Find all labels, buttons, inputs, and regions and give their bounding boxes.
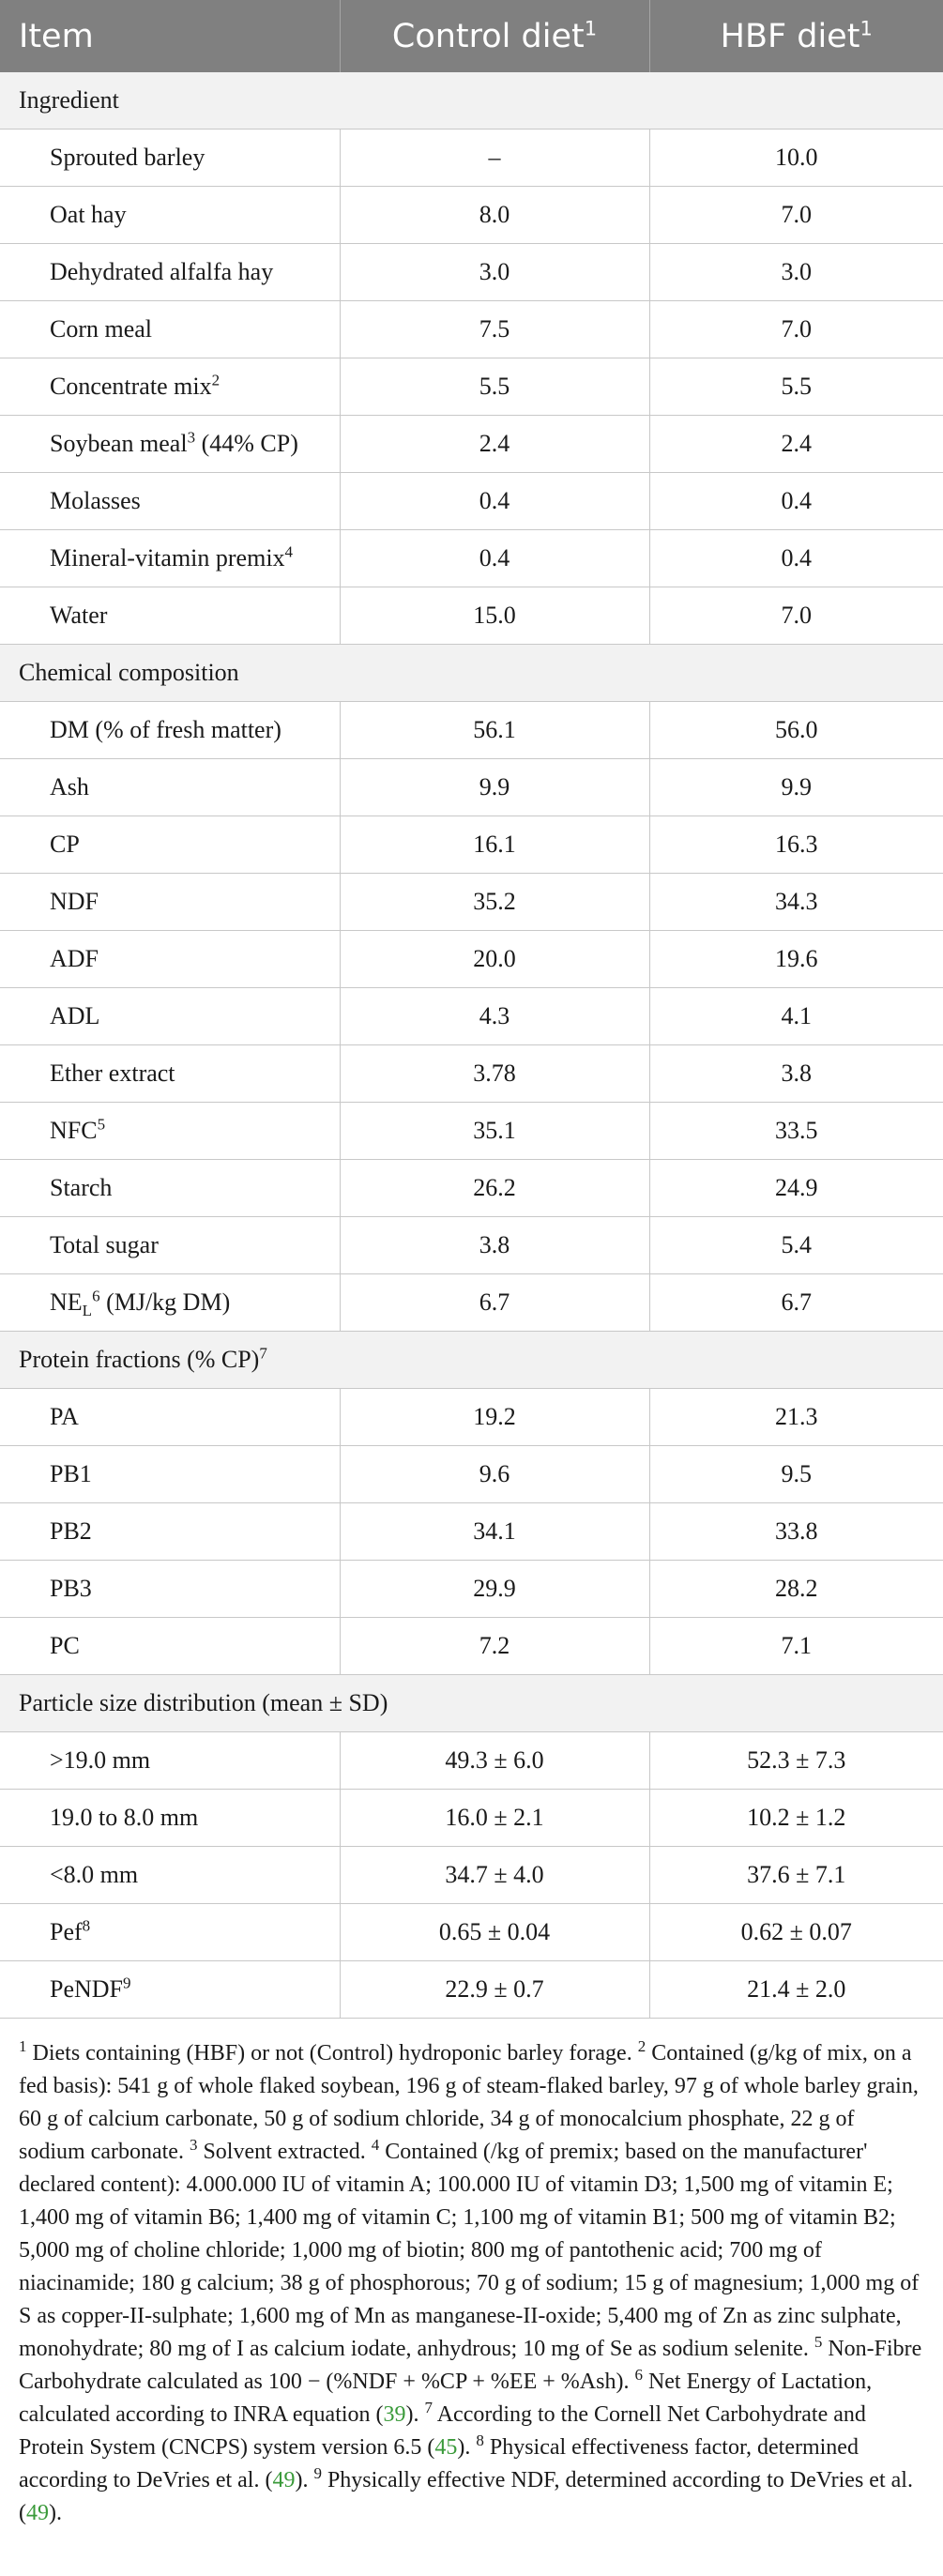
hbf-diet-value: 21.3	[649, 1389, 943, 1446]
table-row	[0, 1561, 943, 1618]
control-diet-value: 0.65 ± 0.04	[340, 1904, 649, 1961]
row-footnote-marker: 8	[82, 1916, 91, 1935]
hbf-diet-value: 28.2	[649, 1561, 943, 1618]
section-footnote-marker: 7	[259, 1344, 267, 1363]
hbf-diet-value: 5.4	[649, 1217, 943, 1274]
control-diet-value: 9.9	[340, 759, 649, 816]
table-row	[0, 988, 943, 1045]
control-diet-value: 2.4	[340, 416, 649, 473]
control-diet-value: 35.1	[340, 1103, 649, 1160]
control-diet-value: 16.1	[340, 816, 649, 874]
row-label-text: Soybean meal	[50, 430, 188, 457]
table-row	[0, 1847, 943, 1904]
control-diet-value: 19.2	[340, 1389, 649, 1446]
row-label	[0, 1618, 340, 1675]
footnote-reference: 49	[272, 2468, 296, 2492]
control-diet-value: 5.5	[340, 358, 649, 416]
footnote-number: 9	[313, 2464, 322, 2482]
row-label	[0, 988, 340, 1045]
row-label	[0, 587, 340, 645]
row-label	[0, 416, 340, 473]
section-header-row	[0, 1332, 943, 1389]
row-label	[0, 1790, 340, 1847]
row-label	[0, 1389, 340, 1446]
row-label	[0, 1274, 340, 1332]
control-diet-value: 35.2	[340, 874, 649, 931]
row-label-text: Pef	[50, 1918, 83, 1945]
row-footnote-marker: 2	[211, 371, 221, 389]
table-row	[0, 244, 943, 301]
section-title	[0, 72, 943, 130]
control-diet-value: 15.0	[340, 587, 649, 645]
hbf-diet-value: 37.6 ± 7.1	[649, 1847, 943, 1904]
hbf-diet-value: 3.0	[649, 244, 943, 301]
footnote	[19, 2037, 638, 2065]
hbf-diet-value: 21.4 ± 2.0	[649, 1961, 943, 2019]
footnote-text-end: ).	[405, 2402, 425, 2427]
row-label	[0, 1446, 340, 1503]
row-label-text: ADF	[50, 945, 99, 972]
hbf-diet-value: 7.0	[649, 587, 943, 645]
control-diet-value: –	[340, 130, 649, 187]
row-label-text: Oat hay	[50, 201, 127, 228]
row-label	[0, 473, 340, 530]
footnote-number: 4	[371, 2136, 380, 2154]
control-diet-value: 3.78	[340, 1045, 649, 1103]
control-diet-value: 3.0	[340, 244, 649, 301]
row-label-text: Mineral-vitamin premix	[50, 544, 285, 572]
table-row	[0, 473, 943, 530]
table-row	[0, 1503, 943, 1561]
section-title-text: Ingredient	[19, 86, 119, 114]
hbf-diet-value: 0.62 ± 0.07	[649, 1904, 943, 1961]
footnote-number: 6	[634, 2366, 643, 2384]
hbf-diet-value: 33.5	[649, 1103, 943, 1160]
control-diet-value: 6.7	[340, 1274, 649, 1332]
footnote-number: 5	[814, 2333, 823, 2351]
hbf-diet-value: 0.4	[649, 530, 943, 587]
control-diet-value: 34.7 ± 4.0	[340, 1847, 649, 1904]
footnote	[189, 2136, 372, 2164]
table-row	[0, 1217, 943, 1274]
row-label-text: CP	[50, 831, 80, 858]
section-title	[0, 1675, 943, 1732]
row-footnote-marker: 3	[187, 428, 196, 447]
header-control-footnote-marker: 1	[584, 16, 598, 39]
section-header-row	[0, 1675, 943, 1732]
control-diet-value: 9.6	[340, 1446, 649, 1503]
control-diet-value: 3.8	[340, 1217, 649, 1274]
hbf-diet-value: 0.4	[649, 473, 943, 530]
row-label	[0, 130, 340, 187]
table-row	[0, 874, 943, 931]
control-diet-value: 0.4	[340, 530, 649, 587]
control-diet-value: 7.5	[340, 301, 649, 358]
header-control-label: Control diet	[391, 17, 585, 55]
table-header	[0, 0, 943, 72]
section-header-row	[0, 72, 943, 130]
control-diet-value: 20.0	[340, 931, 649, 988]
table-row	[0, 1389, 943, 1446]
row-label	[0, 358, 340, 416]
table-row	[0, 416, 943, 473]
row-label-text: Ether extract	[50, 1059, 175, 1087]
table-row	[0, 187, 943, 244]
row-label	[0, 931, 340, 988]
row-label-text: PC	[50, 1632, 80, 1659]
row-label	[0, 1217, 340, 1274]
row-label-text: Corn meal	[50, 315, 153, 343]
hbf-diet-value: 7.0	[649, 301, 943, 358]
row-label	[0, 301, 340, 358]
section-title-text: Chemical composition	[19, 659, 239, 686]
header-control-diet	[340, 0, 649, 72]
table-row	[0, 702, 943, 759]
row-label-text: <8.0 mm	[50, 1861, 139, 1888]
row-label-text: Dehydrated alfalfa hay	[50, 258, 274, 285]
row-label	[0, 1103, 340, 1160]
hbf-diet-value: 16.3	[649, 816, 943, 874]
footnote-reference: 49	[26, 2501, 49, 2525]
control-diet-value: 34.1	[340, 1503, 649, 1561]
row-label-suffix: (MJ/kg DM)	[99, 1288, 231, 1316]
footnote-text: Diets containing (HBF) or not (Control) hydroponic barley forage.	[26, 2041, 638, 2065]
row-footnote-marker: 5	[97, 1115, 106, 1134]
table-row	[0, 1618, 943, 1675]
row-label-text: Concentrate mix	[50, 373, 212, 400]
hbf-diet-value: 52.3 ± 7.3	[649, 1732, 943, 1790]
hbf-diet-value: 7.1	[649, 1618, 943, 1675]
row-label	[0, 874, 340, 931]
row-label	[0, 244, 340, 301]
row-label-text: NE	[50, 1288, 83, 1316]
row-label	[0, 759, 340, 816]
table-row	[0, 1790, 943, 1847]
hbf-diet-value: 10.2 ± 1.2	[649, 1790, 943, 1847]
footnote-text: Solvent extracted.	[197, 2140, 372, 2164]
row-label-text: NDF	[50, 888, 99, 915]
table-body	[0, 72, 943, 2019]
row-label-text: PA	[50, 1403, 79, 1430]
control-diet-value: 0.4	[340, 473, 649, 530]
row-footnote-marker: 4	[284, 542, 294, 561]
row-label	[0, 702, 340, 759]
section-title	[0, 1332, 943, 1389]
row-footnote-marker: 9	[123, 1974, 131, 1992]
hbf-diet-value: 56.0	[649, 702, 943, 759]
section-header-row	[0, 645, 943, 702]
hbf-diet-value: 34.3	[649, 874, 943, 931]
row-label	[0, 1904, 340, 1961]
footnote-text: Physically effective NDF, determined according to DeVries et al. (	[19, 2468, 913, 2525]
control-diet-value: 29.9	[340, 1561, 649, 1618]
row-label-text: PB2	[50, 1517, 92, 1545]
table-row	[0, 1045, 943, 1103]
hbf-diet-value: 9.9	[649, 759, 943, 816]
row-label-text: 19.0 to 8.0 mm	[50, 1804, 199, 1831]
hbf-diet-value: 2.4	[649, 416, 943, 473]
control-diet-value: 8.0	[340, 187, 649, 244]
section-title-text: Particle size distribution (mean ± SD)	[19, 1689, 388, 1716]
footnote-text: Physical effectiveness factor, determined according to DeVries et al. (	[19, 2435, 859, 2492]
row-label-text: ADL	[50, 1002, 100, 1029]
table-row	[0, 358, 943, 416]
table-row	[0, 1961, 943, 2019]
table-row	[0, 1103, 943, 1160]
row-label-text: >19.0 mm	[50, 1746, 151, 1774]
row-label	[0, 1732, 340, 1790]
table-row	[0, 130, 943, 187]
footnote-text-end: ).	[457, 2435, 477, 2460]
hbf-diet-value: 4.1	[649, 988, 943, 1045]
footnote-text-end: ).	[49, 2501, 62, 2525]
table-row	[0, 530, 943, 587]
row-label-text: Starch	[50, 1174, 113, 1201]
table-row	[0, 931, 943, 988]
table-row	[0, 587, 943, 645]
hbf-diet-value: 5.5	[649, 358, 943, 416]
row-label	[0, 1961, 340, 2019]
footnote-text: Non-Fibre Carbohydrate calculated as 100 − (%NDF + %CP + %EE + %Ash).	[19, 2337, 922, 2394]
row-label-text: PB3	[50, 1575, 92, 1602]
table-row	[0, 1446, 943, 1503]
control-diet-value: 49.3 ± 6.0	[340, 1732, 649, 1790]
table-footnotes	[0, 2019, 943, 2530]
table-row	[0, 759, 943, 816]
footnote-text: Contained (g/kg of mix, on a fed basis): 541 g of whole flaked soybean, 196 g of steam-flaked barley, 97 g of whole barley grain, 60 g of calcium carbonate, 50 g of sodium chloride, 34 g of monocalcium phosphate, 22 g of sodium carbonate.	[19, 2041, 919, 2164]
header-hbf-label: HBF diet	[720, 17, 860, 55]
hbf-diet-value: 6.7	[649, 1274, 943, 1332]
hbf-diet-value: 24.9	[649, 1160, 943, 1217]
control-diet-value: 56.1	[340, 702, 649, 759]
header-hbf-diet	[649, 0, 943, 72]
footnote-text: Contained (/kg of premix; based on the manufacturer' declared content): 4.000.000 IU of vitamin A; 100.000 IU of vitamin D3; 1,500 mg of vitamin E; 1,400 mg of vitamin B6; 1,400 mg of vitamin C; 1,100 mg of vitamin B1; 500 mg of vitamin B2; 5,000 mg of choline chloride; 1,000 mg of biotin; 800 mg of pantothenic acid; 700 mg of niacinamide; 180 g calcium; 38 g of phosphorous; 70 g of sodium; 15 g of magnesium; 1,000 mg of S as copper-II-sulphate; 1,600 mg of Mn as manganese-II-oxide; 5,400 mg of Zn as zinc sulphate, monohydrate; 80 mg of I as calcium iodate, anhydrous; 10 mg of Se as sodium selenite.	[19, 2140, 920, 2361]
table-row	[0, 1160, 943, 1217]
row-label-subscript: L	[82, 1302, 93, 1320]
row-label-text: Sprouted barley	[50, 144, 205, 171]
row-label-text: PeNDF	[50, 1975, 124, 2003]
row-label-suffix: (44% CP)	[195, 430, 298, 457]
hbf-diet-value: 10.0	[649, 130, 943, 187]
row-label-text: PB1	[50, 1460, 92, 1487]
row-label-text: Total sugar	[50, 1231, 159, 1258]
header-hbf-footnote-marker: 1	[859, 16, 873, 39]
section-title-text: Protein fractions (% CP)	[19, 1346, 260, 1373]
control-diet-value: 16.0 ± 2.1	[340, 1790, 649, 1847]
row-label	[0, 1503, 340, 1561]
row-label	[0, 816, 340, 874]
control-diet-value: 7.2	[340, 1618, 649, 1675]
footnote-number: 8	[476, 2431, 484, 2449]
header-item-label: Item	[19, 17, 94, 55]
footnote-reference: 39	[383, 2402, 406, 2427]
table-row	[0, 301, 943, 358]
row-label	[0, 530, 340, 587]
footnote-number: 3	[189, 2136, 198, 2154]
footnote	[19, 2136, 920, 2361]
footnote-number: 2	[637, 2037, 646, 2055]
hbf-diet-value: 9.5	[649, 1446, 943, 1503]
row-label	[0, 187, 340, 244]
table-row	[0, 1732, 943, 1790]
control-diet-value: 22.9 ± 0.7	[340, 1961, 649, 2019]
row-label	[0, 1045, 340, 1103]
footnote-reference: 45	[434, 2435, 458, 2460]
row-label	[0, 1160, 340, 1217]
row-label-text: Ash	[50, 773, 89, 800]
control-diet-value: 26.2	[340, 1160, 649, 1217]
row-footnote-marker: 6	[92, 1287, 100, 1305]
table-row	[0, 1904, 943, 1961]
footnote-text: According to the Cornell Net Carbohydrate and Protein System (CNCPS) system version 6.5 (	[19, 2402, 866, 2460]
row-label	[0, 1561, 340, 1618]
footnote-number: 1	[19, 2037, 27, 2055]
footnote-text: Net Energy of Lactation, calculated according to INRA equation (	[19, 2370, 873, 2427]
footnote-text-end: ).	[295, 2468, 314, 2492]
footnote-number: 7	[424, 2399, 433, 2416]
hbf-diet-value: 7.0	[649, 187, 943, 244]
header-item	[0, 0, 340, 72]
hbf-diet-value: 33.8	[649, 1503, 943, 1561]
hbf-diet-value: 3.8	[649, 1045, 943, 1103]
table-row	[0, 816, 943, 874]
row-label-text: NFC	[50, 1117, 98, 1144]
row-label-text: Molasses	[50, 487, 141, 514]
control-diet-value: 4.3	[340, 988, 649, 1045]
section-title	[0, 645, 943, 702]
row-label	[0, 1847, 340, 1904]
hbf-diet-value: 19.6	[649, 931, 943, 988]
table-row	[0, 1274, 943, 1332]
row-label-text: DM (% of fresh matter)	[50, 716, 281, 743]
row-label-text: Water	[50, 602, 108, 629]
